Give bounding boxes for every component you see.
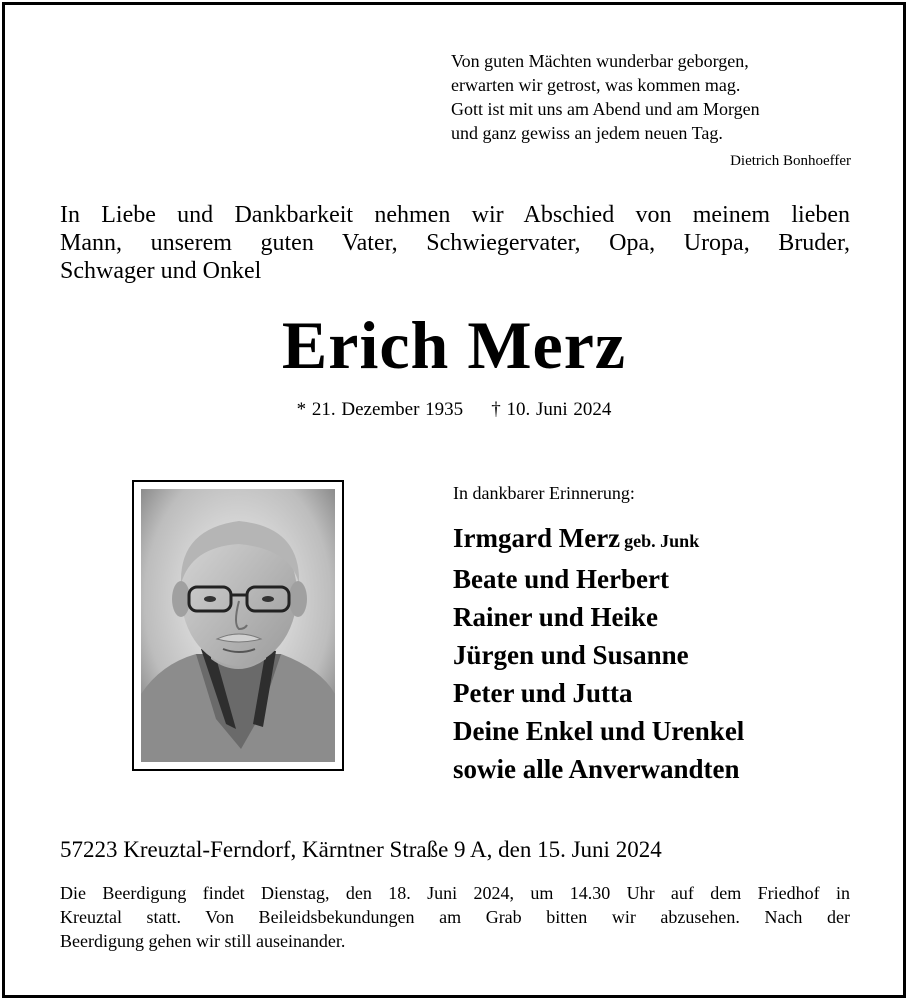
poem bbox=[451, 49, 851, 145]
mourner-item: Peter und Jutta bbox=[453, 678, 633, 708]
portrait-photo bbox=[132, 480, 344, 771]
obituary-notice bbox=[2, 2, 906, 998]
mourner-item: Rainer und Heike bbox=[453, 602, 659, 632]
mourner-item: Beate und Herbert bbox=[453, 564, 669, 594]
deceased-name: Erich Merz bbox=[281, 307, 627, 383]
mourner-name: Irmgard Merz bbox=[453, 523, 621, 553]
maiden-name-note: geb. Junk bbox=[624, 531, 700, 551]
memory-label: In dankbarer Erinnerung: bbox=[453, 483, 635, 503]
death-date: † 10. Juni 2024 bbox=[491, 399, 612, 420]
life-dates bbox=[5, 399, 903, 421]
poem-line: erwarten wir getrost, was kommen mag. bbox=[451, 75, 741, 95]
poem-author: Dietrich Bonhoeffer bbox=[730, 153, 851, 169]
intro-line: Mann, unserem guten Vater, Schwiegervater, Opa, Uropa, Bruder, bbox=[60, 230, 850, 256]
intro-line: In Liebe und Dankbarkeit nehmen wir Abschied von meinem lieben bbox=[60, 202, 850, 228]
mourner-item: sowie alle Anverwandten bbox=[453, 754, 740, 784]
intro-line: Schwager und Onkel bbox=[60, 258, 262, 284]
address-line: 57223 Kreuztal-Ferndorf, Kärntner Straße 9 A, den 15. Juni 2024 bbox=[60, 837, 662, 862]
mourner-item: Jürgen und Susanne bbox=[453, 640, 689, 670]
funeral-line: Beerdigung gehen wir still auseinander. bbox=[60, 931, 346, 951]
portrait-photo-icon bbox=[141, 489, 335, 762]
poem-line: Von guten Mächten wunderbar geborgen, bbox=[451, 51, 749, 71]
poem-line: und ganz gewiss an jedem neuen Tag. bbox=[451, 123, 723, 143]
funeral-line: Die Beerdigung findet Dienstag, den 18. Juni 2024, um 14.30 Uhr auf dem Friedhof in bbox=[60, 883, 850, 903]
poem-line: Gott ist mit uns am Abend und am Morgen bbox=[451, 99, 760, 119]
funeral-line: Kreuztal statt. Von Beileidsbekundungen am Grab bitten wir abzusehen. Nach der bbox=[60, 907, 850, 927]
mourners-list bbox=[453, 519, 744, 788]
mourner-item: Deine Enkel und Urenkel bbox=[453, 716, 745, 746]
intro-text bbox=[60, 201, 850, 285]
mourner-item bbox=[453, 519, 744, 560]
funeral-info bbox=[60, 881, 850, 953]
birth-date: * 21. Dezember 1935 bbox=[296, 399, 464, 420]
